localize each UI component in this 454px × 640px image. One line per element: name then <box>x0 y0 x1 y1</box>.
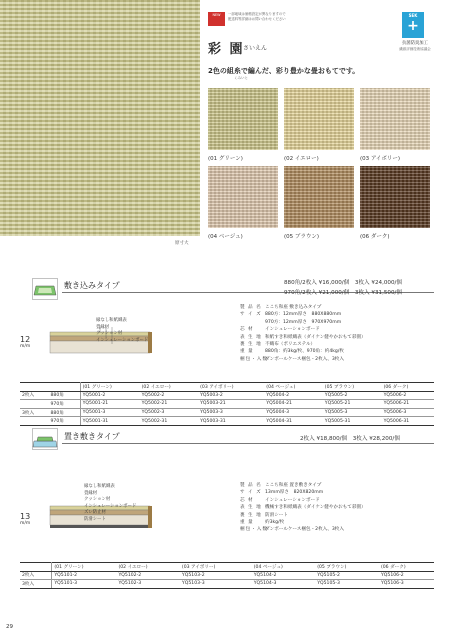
notice-line: 配送料等詳細はお問い合わせください <box>228 17 286 21</box>
callout-label: 防滑シート <box>84 516 106 522</box>
swatch-beige <box>208 166 278 228</box>
notice-line: 一部地域は価格設定が異なりますので <box>228 12 286 16</box>
spec-list: 製 品 名 ここち和座 置き敷きタイプ サ イ ズ 13mm厚さ 820X820mm 芯 材 インシュレーションボード 表 生 地 機械すき和紙織表（ダイケン健やかおもて彩園） 裏 生 地 防滑シート 重 量 約3kg/枚 梱包・入数ダンボールケース梱包・2枚入、3枚入 <box>240 483 366 533</box>
antibacterial-label: 抗菌防臭加工 <box>402 41 428 46</box>
antibacterial-sublabel: 繊維評価技術協議会 <box>399 47 431 51</box>
table-row: 970角 YQ5001-21 YQ5002-21 YQ5003-21 YQ5004-21 YQ5005-21 YQ5006-21 <box>20 400 434 409</box>
floor-placement-icon <box>32 428 58 450</box>
swatch-green <box>208 88 278 150</box>
thickness-value: 12 <box>20 335 31 344</box>
table-row: 3枚入 YQ5101-3 YQ5102-3 YQ5103-3 YQ5104-3 YQ5105-3 YQ5106-3 <box>20 580 434 589</box>
price-line: 970角/2枚入 ¥21,000/個 3枚入 ¥31,500/個 <box>284 290 403 296</box>
floor-install-icon <box>32 278 58 300</box>
product-table-2 <box>20 562 434 589</box>
table-row: 2枚入 880角 YQ5001-2 YQ5002-2 YQ5003-2 YQ5004-2 YQ5005-2 YQ5006-2 <box>20 391 434 400</box>
spec-list: 製 品 名 ここち和座 敷き込みタイプ サ イ ズ 880方：12mm厚さ 880X880mm 970方：12mm厚さ 970X970mm 芯 材 インシュレーションボード 表 生 地 和紙すき和紙織表（ダイケン健やかおもて彩園） 裏 生 地 不織布（ポリエステル） 重 量 880角：約3kg/枚、970角：約4kg/枚 梱包・入数ダンボールケース梱包・2枚入、3枚入 <box>240 305 366 362</box>
callout-label: クッション材 <box>96 331 123 337</box>
swatch-dark <box>360 166 430 228</box>
swatch-label: (05 ブラウン) <box>284 234 320 240</box>
hero-caption: 原寸大 <box>175 241 189 246</box>
plus-icon: + <box>407 18 419 34</box>
callout-label: 畳縁材 <box>96 324 110 330</box>
product-table-1 <box>20 382 434 426</box>
thickness-label <box>20 512 30 526</box>
swatch-label: (04 ベージュ) <box>208 234 243 240</box>
product-title: 彩 園 <box>208 42 245 57</box>
table-row: 3枚入 880角 YQ5001-3 YQ5002-3 YQ5003-3 YQ5004-3 YQ5005-3 YQ5006-3 <box>20 408 434 417</box>
diagram-callouts <box>84 484 136 524</box>
notice-badge: NEW <box>208 12 225 26</box>
thickness-unit: m/m <box>20 344 31 349</box>
diagram-callouts <box>96 318 148 344</box>
callout-label: インシュレーションボード <box>84 503 137 509</box>
swatch-label: (03 アイボリー) <box>360 156 401 162</box>
table-header-row: (01 グリーン) (02 イエロー) (03 アイボリー) (04 ベージュ) (05 ブラウン) (06 ダーク) <box>20 563 434 572</box>
section-divider <box>62 443 434 444</box>
swatch-brown <box>284 166 354 228</box>
price-line: 2枚入 ¥18,800/個 3枚入 ¥28,200/個 <box>300 436 400 442</box>
thickness-label <box>20 335 30 349</box>
section-title: 置き敷きタイプ <box>64 432 120 441</box>
swatch-label: (06 ダーク) <box>360 234 390 240</box>
callout-label: 畳縁材 <box>84 490 98 496</box>
thickness-unit: m/m <box>20 521 31 526</box>
sek-label: SEK <box>408 13 418 18</box>
callout-label: クッション材 <box>84 497 111 503</box>
swatch-label: (01 グリーン) <box>208 156 243 162</box>
table-row: 970角 YQ5001-31 YQ5002-31 YQ5003-31 YQ5004-31 YQ5005-31 YQ5006-31 <box>20 417 434 426</box>
sek-logo <box>402 12 424 38</box>
notice-text <box>228 12 368 22</box>
table-row: 2枚入 YQ5101-2 YQ5102-2 YQ5103-2 YQ5104-2 YQ5105-2 YQ5106-2 <box>20 571 434 580</box>
swatch-yellow <box>284 88 354 150</box>
callout-label: 縁なし和紙織表 <box>96 318 127 323</box>
tagline-ruby: くみいと <box>234 76 248 80</box>
callout-label: 縁なし和紙織表 <box>84 484 115 489</box>
page-number: 29 <box>6 624 13 630</box>
swatch-ivory <box>360 88 430 150</box>
swatch-label: (02 イエロー) <box>284 156 319 162</box>
price-line: 880角/2枚入 ¥16,000/個 3枚入 ¥24,000/個 <box>284 280 403 286</box>
callout-label: インシュレーションボード <box>96 337 149 343</box>
tatami-texture-image <box>0 0 200 236</box>
product-tagline: 2色の組糸で編んだ、彩り豊かな畳おもてです。 <box>208 67 360 75</box>
section-title: 敷き込みタイプ <box>64 281 120 290</box>
table-header-row: (01 グリーン) (02 イエロー) (03 アイボリー) (04 ベージュ) (05 ブラウン) (06 ダーク) <box>20 383 434 392</box>
callout-label: ズレ防止材 <box>84 510 106 516</box>
thickness-value: 13 <box>20 512 31 521</box>
product-title-kana: さいえん <box>243 45 268 52</box>
